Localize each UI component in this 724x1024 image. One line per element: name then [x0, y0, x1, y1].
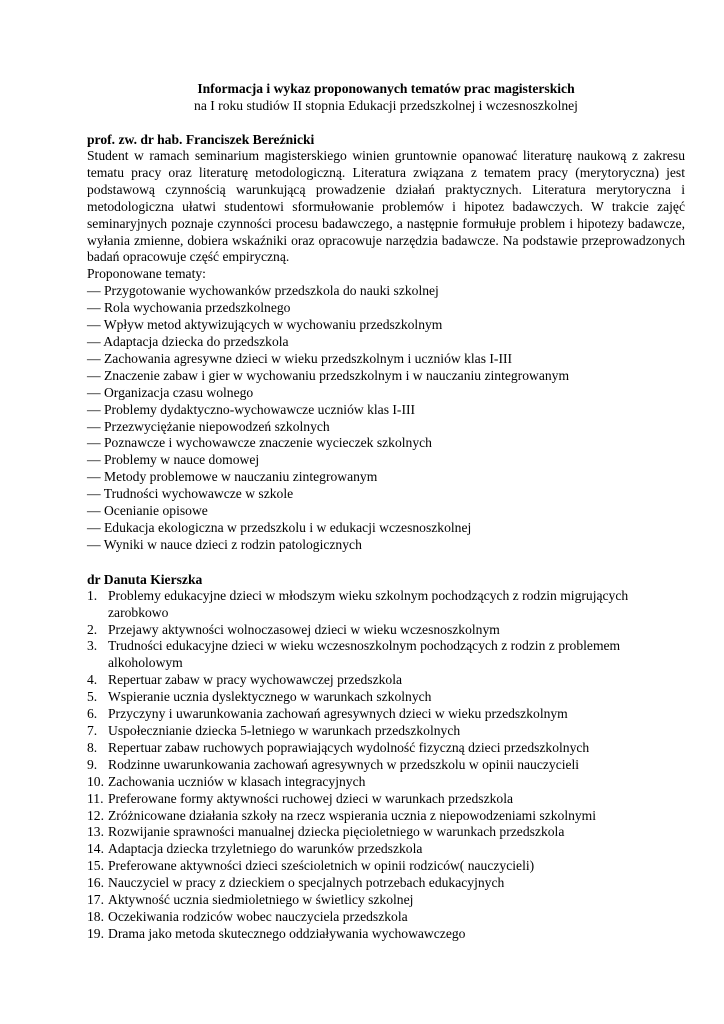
topic-item: — Poznawcze i wychowawcze znaczenie wycieczek szkolnych	[87, 435, 432, 451]
topic-item: — Trudności wychowawcze w szkole	[87, 486, 294, 502]
numbered-topic-item	[87, 774, 685, 791]
numbered-topic-item	[87, 622, 685, 639]
item-number: 11.	[87, 790, 104, 806]
item-text: Wspieranie ucznia dyslektycznego w warunkach szkolnych	[108, 689, 432, 705]
numbered-topic-item	[87, 638, 685, 672]
item-number: 3.	[87, 638, 98, 654]
item-number: 4.	[87, 672, 98, 688]
topic-item: — Przezwyciężanie niepowodzeń szkolnych	[87, 418, 330, 434]
item-text: Rodzinne uwarunkowania zachowań agresywnych w przedszkolu w opinii nauczycieli	[108, 756, 580, 772]
section-heading-bereznicki: prof. zw. dr hab. Franciszek Bereźnicki	[87, 132, 315, 147]
item-text: Nauczyciel w pracy z dzieckiem o specjalnych potrzebach edukacyjnych	[108, 875, 505, 891]
item-text: Aktywność ucznia siedmioletniego w świetlicy szkolnej	[108, 892, 414, 908]
item-text: Problemy edukacyjne dzieci w młodszym wieku szkolnym pochodzących z rodzin migrujących zarobkowo	[108, 587, 629, 620]
topic-item: — Rola wychowania przedszkolnego	[87, 300, 291, 316]
item-number: 2.	[87, 621, 98, 637]
document-title: Informacja i wykaz proponowanych tematów prac magisterskich	[197, 81, 575, 96]
item-text: Rozwijanie sprawności manualnej dziecka pięcioletniego w warunkach przedszkola	[108, 824, 565, 840]
topic-item: — Zachowania agresywne dzieci w wieku przedszkolnym i uczniów klas I-III	[87, 350, 513, 366]
item-number: 14.	[87, 841, 104, 857]
item-text: Przejawy aktywności wolnoczasowej dzieci w wieku wczesnoszkolnym	[108, 621, 500, 637]
item-text: Repertuar zabaw ruchowych poprawiających wydolność fizyczną dzieci przedszkolnych	[108, 739, 590, 755]
topics-label: Proponowane tematy:	[87, 266, 206, 282]
topic-item: — Wpływ metod aktywizujących w wychowaniu przedszkolnym	[87, 317, 443, 333]
numbered-topic-item	[87, 858, 685, 875]
topic-item: — Edukacja ekologiczna w przedszkolu i w edukacji wczesnoszkolnej	[87, 519, 472, 535]
numbered-topic-item	[87, 808, 685, 825]
topic-item: — Metody problemowe w nauczaniu zintegrowanym	[87, 469, 378, 485]
item-text: Drama jako metoda skutecznego oddziaływania wychowawczego	[108, 925, 466, 941]
numbered-topic-item	[87, 875, 685, 892]
section-heading-kierszka: dr Danuta Kierszka	[87, 571, 203, 587]
item-number: 10.	[87, 773, 104, 789]
item-text: Oczekiwania rodziców wobec nauczyciela przedszkola	[108, 908, 408, 924]
item-number: 9.	[87, 756, 98, 772]
item-number: 12.	[87, 807, 104, 823]
numbered-topic-item	[87, 791, 685, 808]
topic-item: — Ocenianie opisowe	[87, 503, 208, 519]
topic-item: — Problemy dydaktyczno-wychowawcze uczniów klas I-III	[87, 401, 416, 417]
numbered-topic-item	[87, 926, 685, 943]
numbered-topics-list	[87, 588, 685, 943]
topic-item: — Przygotowanie wychowanków przedszkola do nauki szkolnej	[87, 283, 439, 299]
item-text: Trudności edukacyjne dzieci w wieku wczesnoszkolnym pochodzących z rodzin z problemem alkoholowym	[108, 638, 621, 671]
item-text: Uspołecznianie dziecka 5-letniego w warunkach przedszkolnych	[108, 723, 461, 738]
numbered-topic-item	[87, 841, 685, 858]
numbered-topic-item	[87, 723, 685, 740]
document-subtitle: na I roku studiów II stopnia Edukacji przedszkolnej i wczesnoszkolnej	[194, 98, 578, 113]
item-text: Adaptacja dziecka trzyletniego do warunków przedszkola	[108, 841, 423, 857]
numbered-topic-item	[87, 588, 685, 622]
item-text: Przyczyny i uwarunkowania zachowań agresywnych dzieci w wieku przedszkolnym	[108, 706, 568, 722]
topic-item: — Wyniki w nauce dzieci z rodzin patologicznych	[87, 536, 362, 552]
numbered-topic-item	[87, 740, 685, 757]
topic-item: — Adaptacja dziecka do przedszkola	[87, 333, 289, 349]
item-number: 19.	[87, 925, 104, 941]
numbered-topic-item	[87, 689, 685, 706]
document-page	[87, 80, 685, 943]
numbered-topic-item	[87, 824, 685, 841]
item-number: 18.	[87, 908, 104, 924]
item-number: 16.	[87, 875, 104, 891]
topic-item: — Znaczenie zabaw i gier w wychowaniu przedszkolnym i w nauczaniu zintegrowanym	[87, 367, 570, 383]
item-text: Repertuar zabaw w pracy wychowawczej przedszkola	[108, 672, 403, 688]
numbered-topic-item	[87, 909, 685, 926]
item-number: 1.	[87, 587, 98, 603]
item-number: 7.	[87, 723, 98, 738]
item-number: 13.	[87, 824, 104, 840]
item-number: 15.	[87, 858, 104, 874]
numbered-topic-item	[87, 757, 685, 774]
item-number: 5.	[87, 689, 98, 705]
numbered-topic-item	[87, 892, 685, 909]
topics-list	[87, 283, 685, 554]
numbered-topic-item	[87, 672, 685, 689]
item-text: Zachowania uczniów w klasach integracyjnych	[108, 773, 366, 789]
item-text: Zróżnicowane działania szkoły na rzecz wspierania ucznia z niepowodzeniami szkolnymi	[108, 807, 597, 823]
item-text: Preferowane aktywności dzieci sześcioletnich w opinii rodziców( nauczycieli)	[108, 858, 535, 874]
item-number: 6.	[87, 706, 98, 722]
topic-item: — Organizacja czasu wolnego	[87, 384, 254, 400]
item-text: Preferowane formy aktywności ruchowej dzieci w warunkach przedszkola	[108, 790, 514, 806]
numbered-topic-item	[87, 706, 685, 723]
item-number: 17.	[87, 892, 104, 908]
item-number: 8.	[87, 739, 98, 755]
section-description: Student w ramach seminarium magisterskiego winien gruntownie opanować literaturę naukową z zakresu tematu pracy oraz literaturę metodologiczną. Literatura związana z tematem pracy (merytoryczna) jest podstawową czynnością warunkującą prowadzenie działań praktycznych. Literatura merytoryczna i metodologiczna ułatwi studentowi sformułowanie problemów i hipotez badawczych. W trakcie zajęć seminaryjnych poznaje czynności procesu badawczego, a następnie formułuje problem i hipotezy badawcze, wyłania zmienne, dobiera wskaźniki oraz opracowuje narzędzia badawcze. Na podstawie przeprowadzonych badań opracowuje część empiryczną.	[87, 148, 685, 265]
topic-item: — Problemy w nauce domowej	[87, 452, 260, 468]
